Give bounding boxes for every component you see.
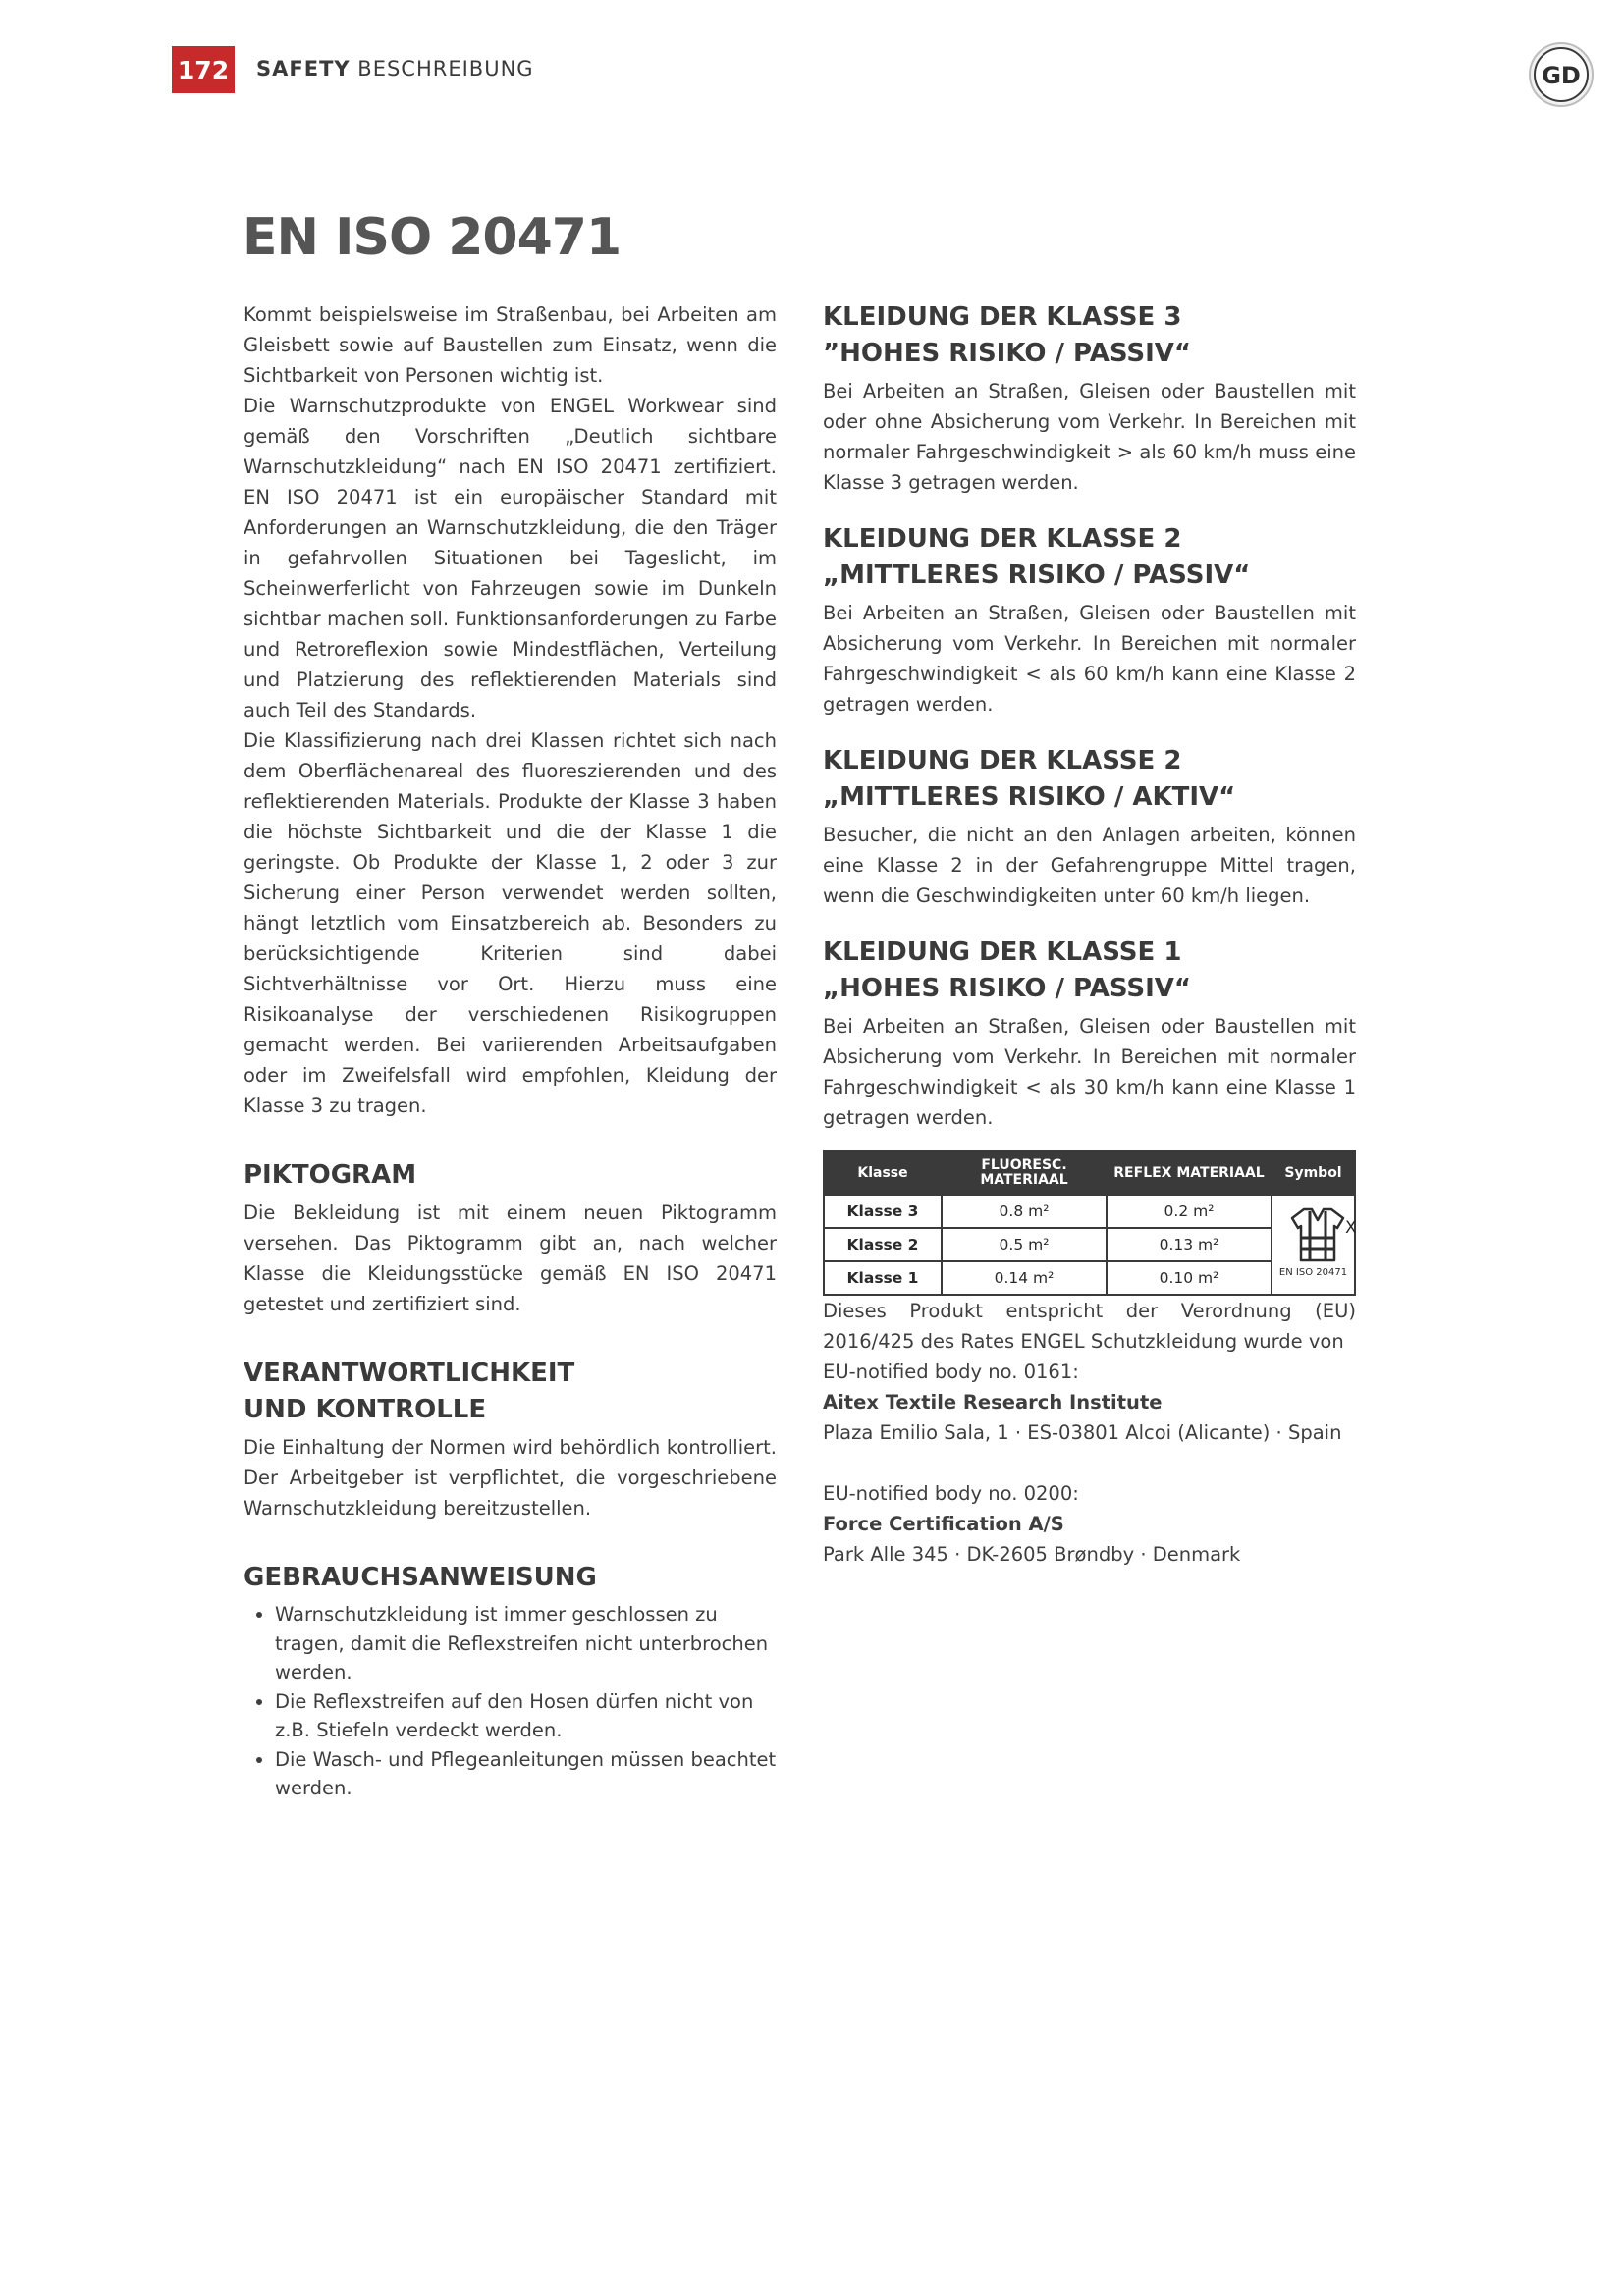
table-cell-reflex: 0.13 m² — [1107, 1228, 1272, 1261]
table-cell-fluoresc: 0.5 m² — [942, 1228, 1107, 1261]
class-2-passiv-text: Bei Arbeiten an Straßen, Gleisen oder Baustellen mit Absicherung vom Verkehr. In Bereichen mit normaler Fahrgeschwindigkeit < als 60 km/h kann eine Klasse 2 getragen werden. — [823, 602, 1356, 716]
pictogram-class-mark: X — [1345, 1218, 1357, 1238]
class-1-heading-line1: KLEIDUNG DER KLASSE 1 — [823, 937, 1182, 967]
class-3-text: Bei Arbeiten an Straßen, Gleisen oder Baustellen mit oder ohne Absicherung vom Verkehr. In Bereichen mit normaler Fahrgeschwindigkeit > als 60 km/h muss eine Klasse 3 getragen werden. — [823, 380, 1356, 494]
class-3-heading-line2: ”HOHES RISIKO / PASSIV“ — [823, 339, 1191, 368]
notified-body-1-name: Aitex Textile Research Institute — [823, 1391, 1163, 1414]
table-row — [824, 1195, 1355, 1228]
notified-body-2-address: Park Alle 345 · DK-2605 Brøndby · Denmark — [823, 1543, 1241, 1566]
notified-body-2-label: EU-notified body no. 0200: — [823, 1482, 1079, 1505]
class-3-heading-line1: KLEIDUNG DER KLASSE 3 — [823, 302, 1182, 332]
class-2-passiv-heading — [823, 521, 1356, 594]
table-header-reflex: REFLEX MATERIAAL — [1107, 1151, 1272, 1195]
page-number: 172 — [172, 46, 235, 93]
verantwortlichkeit-heading-line1: VERANTWORTLICHKEIT — [244, 1359, 575, 1388]
table-header-symbol: Symbol — [1272, 1151, 1355, 1195]
class-1-text: Bei Arbeiten an Straßen, Gleisen oder Baustellen mit Absicherung vom Verkehr. In Bereichen mit normaler Fahrgeschwindigkeit < als 30 km/h kann eine Klasse 1 getragen werden. — [823, 1015, 1356, 1129]
table-header-fluoresc: FLUORESC. MATERIAAL — [942, 1151, 1107, 1195]
table-cell-fluoresc: 0.8 m² — [942, 1195, 1107, 1228]
section-label — [256, 57, 534, 80]
left-column — [244, 299, 777, 1803]
notified-body-2 — [823, 1478, 1356, 1570]
class-2-aktiv-text: Besucher, die nicht an den Anlagen arbeiten, können eine Klasse 2 in der Gefahrengruppe Mittel tragen, wenn die Geschwindigkeiten unter 60 km/h liegen. — [823, 824, 1356, 907]
table-header-row — [824, 1151, 1355, 1195]
gebrauch-list — [244, 1600, 777, 1803]
class-2-passiv-section — [823, 521, 1356, 720]
page-title: EN ISO 20471 — [243, 208, 622, 267]
table-cell-reflex: 0.2 m² — [1107, 1195, 1272, 1228]
section-label-rest: BESCHREIBUNG — [357, 57, 534, 80]
class-2-aktiv-heading-line2: „MITTLERES RISIKO / AKTIV“ — [823, 782, 1236, 812]
table-cell-klasse: Klasse 2 — [824, 1228, 942, 1261]
notified-body-1-address: Plaza Emilio Sala, 1 · ES-03801 Alcoi (Alicante) · Spain — [823, 1421, 1342, 1444]
class-2-aktiv-heading-line1: KLEIDUNG DER KLASSE 2 — [823, 746, 1182, 775]
gebrauch-heading: GEBRAUCHSANWEISUNG — [244, 1563, 597, 1592]
class-3-passiv-section — [823, 299, 1356, 498]
high-visibility-vest-icon — [1288, 1206, 1347, 1263]
brand-logo-icon — [1528, 41, 1595, 108]
piktogram-text: Die Bekleidung ist mit einem neuen Piktogramm versehen. Das Piktogramm gibt an, nach welcher Klasse die Kleidungsstücke gemäß EN ISO 20471 getestet und zertifiziert sind. — [244, 1201, 777, 1315]
classes-table — [823, 1150, 1356, 1296]
notified-body-2-name: Force Certification A/S — [823, 1513, 1064, 1535]
class-2-passiv-heading-line1: KLEIDUNG DER KLASSE 2 — [823, 524, 1182, 554]
table-cell-fluoresc: 0.14 m² — [942, 1261, 1107, 1295]
regulation-notice: Dieses Produkt entspricht der Verordnung (EU) 2016/425 des Rates ENGEL Schutzkleidung wurde von — [823, 1300, 1356, 1353]
verantwortlichkeit-text: Die Einhaltung der Normen wird behördlich kontrolliert. Der Arbeitgeber ist verpflichtet, die vorgeschriebene Warnschutzkleidung bereitzustellen. — [244, 1436, 777, 1520]
intro-paragraph-1: Kommt beispielsweise im Straßenbau, bei Arbeiten am Gleisbett sowie auf Baustellen zum Einsatz, wenn die Sichtbarkeit von Personen wichtig ist. — [244, 303, 777, 387]
class-2-aktiv-section — [823, 743, 1356, 911]
list-item: • Die Wasch- und Pflegeanleitungen müssen beachtet werden. — [275, 1745, 777, 1803]
brand-logo — [1528, 41, 1595, 108]
table-cell-klasse: Klasse 3 — [824, 1195, 942, 1228]
list-item: • Warnschutzkleidung ist immer geschlossen zu tragen, damit die Reflexstreifen nicht unterbrochen werden. — [275, 1600, 777, 1687]
class-3-heading — [823, 299, 1356, 372]
section-label-bold: SAFETY — [256, 57, 351, 80]
notified-body-1 — [823, 1357, 1356, 1448]
right-column — [823, 299, 1356, 1570]
class-1-passiv-section — [823, 934, 1356, 1133]
list-item: • Die Reflexstreifen auf den Hosen dürfen nicht von z.B. Stiefeln verdeckt werden. — [275, 1687, 777, 1745]
class-2-aktiv-heading — [823, 743, 1356, 816]
pictogram-caption: EN ISO 20471 — [1278, 1267, 1348, 1278]
table-header-klasse: Klasse — [824, 1151, 942, 1195]
intro-paragraph-2: Die Warnschutzprodukte von ENGEL Workwear sind gemäß den Vorschriften „Deutlich sichtbare Warnschutzkleidung“ nach EN ISO 20471 zertifiziert. EN ISO 20471 ist ein europäischer Standard mit Anforderungen an Warnschutzkleidung, die den Träger in gefahrvollen Situationen bei Tageslicht, im Scheinwerferlicht von Fahrzeugen sowie im Dunkeln sichtbar machen soll. Funktionsanforderungen zu Farbe und Retroreflexion sowie Mindestflächen, Verteilung und Platzierung des reflektierenden Materials sind auch Teil des Standards. — [244, 395, 777, 721]
intro-paragraph-3: Die Klassifizierung nach drei Klassen richtet sich nach dem Oberflächenareal des fluoreszierenden und des reflektierenden Materials. Produkte der Klasse 3 haben die höchste Sichtbarkeit und die der Klasse 1 die geringste. Ob Produkte der Klasse 1, 2 oder 3 zur Sicherung einer Person verwendet werden sollten, hängt letztlich vom Einsatzbereich ab. Besonders zu berücksichtigende Kriterien sind dabei Sichtverhältnisse vor Ort. Hierzu muss eine Risikoanalyse der verschiedenen Risikogruppen gemacht werden. Bei variierenden Arbeitsaufgaben oder im Zweifelsfall wird empfohlen, Kleidung der Klasse 3 zu tragen. — [244, 729, 777, 1117]
verantwortlichkeit-heading — [244, 1356, 777, 1428]
class-2-passiv-heading-line2: „MITTLERES RISIKO / PASSIV“ — [823, 561, 1251, 590]
verantwortlichkeit-heading-line2: UND KONTROLLE — [244, 1395, 487, 1424]
class-1-heading-line2: „HOHES RISIKO / PASSIV“ — [823, 974, 1191, 1003]
table-cell-klasse: Klasse 1 — [824, 1261, 942, 1295]
table-cell-symbol — [1272, 1195, 1355, 1295]
table-cell-reflex: 0.10 m² — [1107, 1261, 1272, 1295]
brand-logo-text: GD — [1542, 62, 1581, 89]
class-1-heading — [823, 934, 1356, 1007]
notified-body-1-label: EU-notified body no. 0161: — [823, 1361, 1079, 1383]
piktogram-heading: PIKTOGRAM — [244, 1160, 417, 1190]
pictogram — [1272, 1204, 1357, 1285]
